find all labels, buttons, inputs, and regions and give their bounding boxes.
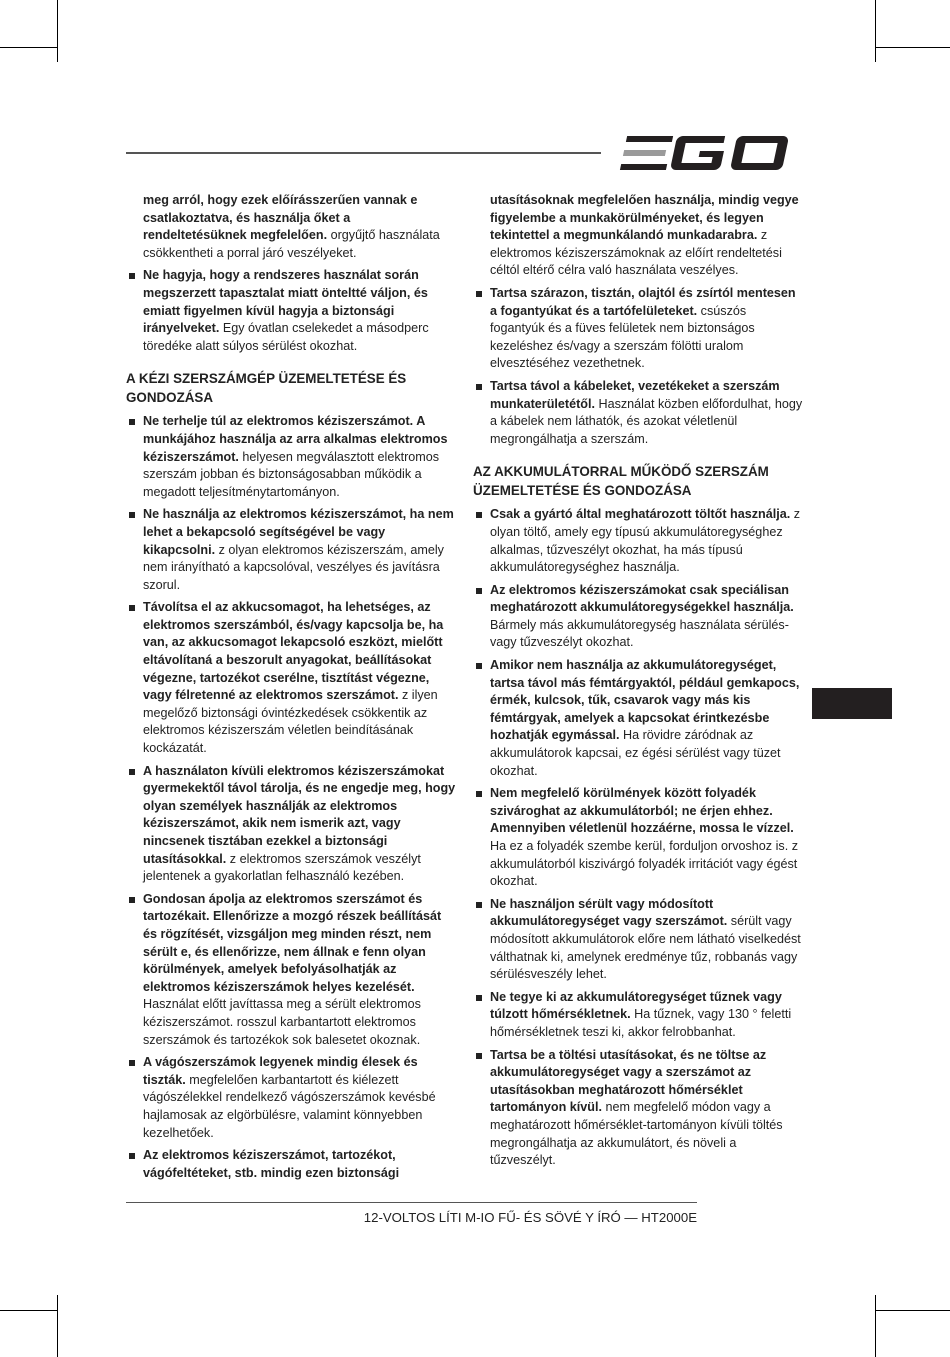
list-item: Nem megfelelő körülmények között folyadék szivároghat az akkumulátorból; ne érjen ehhez. Amennyiben véletlenül hozzáérne, mossa le vízzel. Ha ez a folyadék szembe kerül, forduljon orvoshoz is. z akkumulátorból kiszivárgó folyadék irritációt vagy égést okozhat.	[473, 785, 803, 891]
section-heading: AZ AKKUMULÁTORRAL MŰKÖDŐ SZERSZÁM ÜZEMELTETÉSE ÉS GONDOZÁSA	[473, 464, 769, 499]
list-item: A használaton kívüli elektromos kéziszerszámokat gyermekektől távol tárolja, és ne engedje meg, hogy olyan személyek használják az elektromos kéziszerszámot, akik nem ismerik azt, vagy nincsenek tisztában ezekkel a biztonsági utasításokkal. z elektromos szerszámok veszélyt jelentenek a gyakorlatlan felhasználó kezében.	[126, 763, 456, 886]
page-footer: 12-VOLTOS LÍTI M-IO FŰ- ÉS SÖVÉ Y ÍRÓ — HT2000E	[363, 1210, 697, 1225]
crop-mark	[875, 47, 950, 48]
bullet-icon	[476, 384, 482, 390]
list-item: Ne terhelje túl az elektromos kéziszerszámot. A munkájához használja az arra alkalmas elektromos kéziszerszámot. helyesen megválasztott elektromos szerszám jobban és biztonságosabban működik a megadott teljesítménytartományon.	[126, 413, 456, 501]
footer-rule	[126, 1202, 697, 1203]
crop-mark	[57, 0, 58, 62]
bullet-icon	[476, 902, 482, 908]
bullet-icon	[476, 512, 482, 518]
list-item: Az elektromos kéziszerszámot, tartozékot, vágófeltéteket, stb. mindig ezen biztonsági	[126, 1147, 456, 1182]
continuation-paragraph: meg arról, hogy ezek előírásszerűen vannak e csatlakoztatva, és használja őket a rendeltetésüknek megfelelően. orgyűjtő használata csökkentheti a porral járó veszélyeket.	[143, 193, 440, 260]
bullet-icon	[129, 273, 135, 279]
crop-mark	[0, 47, 58, 48]
list-item: Az elektromos kéziszerszámokat csak speciálisan meghatározott akkumulátoregységekkel használja. Bármely más akkumulátoregység használata sérülés- vagy tűzveszélyt okozhat.	[473, 582, 803, 652]
crop-mark	[875, 0, 876, 62]
list-item: Tartsa be a töltési utasításokat, és ne töltse az akkumulátoregységet vagy a szerszámot az utasításokban meghatározott hőmérséklet tartományon kívül. nem megfelelő módon vagy a meghatározott hőmérséklet-tartományon kívüli töltés megrongálhatja az akkumulátort, és növeli a tűzveszélyt.	[473, 1047, 803, 1170]
crop-mark	[0, 1310, 58, 1311]
list-item: A vágószerszámok legyenek mindig élesek és tiszták. megfelelően karbantartott és kiélezett vágószélekkel rendelkező vágószerszámok kevésbé hajlamosak az elgörbülésre, valamint könnyebben kezelhetőek.	[126, 1054, 456, 1142]
left-column	[126, 192, 456, 1187]
list-item: Ne használja az elektromos kéziszerszámot, ha nem lehet a bekapcsoló segítségével be vagy kikapcsolni. z olyan elektromos kéziszerszám, amely nem irányítható a kapcsolóval, veszélyes és javításra szorul.	[126, 506, 456, 594]
list-item: Távolítsa el az akkucsomagot, ha lehetséges, az elektromos szerszámból, és/vagy kapcsolja be, ha van, az akkucsomagot lekapcsoló eszközt, mielőtt eltávolítaná a beszorult anyagokat, beállításokat végezne, tartozékot cserélne, tisztítást végezne, vagy félretenné az elektromos szerszámot. z ilyen megelőző biztonsági óvintézkedések csökkentik az elektromos kéziszerszám véletlen beindításának kockázatát.	[126, 599, 456, 757]
bullet-icon	[476, 791, 482, 797]
bullet-icon	[476, 1053, 482, 1059]
header-rule	[126, 152, 601, 154]
bullet-icon	[129, 769, 135, 775]
bullet-icon	[129, 605, 135, 611]
list-item: Ne hagyja, hogy a rendszeres használat során megszerzett tapasztalat miatt önteltté váljon, és emiatt figyelmen kívül hagyja a biztonsági irányelveket. Egy óvatlan cselekedet a másodperc töredéke alatt súlyos sérülést okozhat.	[126, 267, 456, 355]
right-column	[473, 192, 803, 1175]
bullet-icon	[129, 1153, 135, 1159]
bullet-icon	[476, 588, 482, 594]
list-item: Amikor nem használja az akkumulátoregységet, tartsa távol más fémtárgyaktól, például gemkapocs, érmék, kulcsok, tűk, csavarok vagy más kis fémtárgyak, amelyek a kapcsokat érintkezésbe hozhatják egymással. Ha rövidre záródnak az akkumulátorok kapcsai, ez égési sérülést vagy tüzet okozhat.	[473, 657, 803, 780]
list-item: Tartsa távol a kábeleket, vezetékeket a szerszám munkaterületétől. Használat közben előfordulhat, hogy a kábelek nem láthatók, és azokat véletlenül megrongálhatja a szerszám.	[473, 378, 803, 448]
bullet-icon	[476, 663, 482, 669]
bullet-icon	[476, 291, 482, 297]
continuation-paragraph: utasításoknak megfelelően használja, mindig vegye figyelembe a munkakörülményeket, és legyen tekintettel a megmunkálandó munkadarabra. z elektromos kéziszerszámoknak az előírt rendeltetési céltól eltérő célra való használata veszélyes.	[490, 193, 799, 278]
list-item: Ne tegye ki az akkumulátoregységet tűznek vagy túlzott hőmérsékletnek. Ha tűznek, vagy 130 ° feletti hőmérsékletnek teszi ki, akkor felrobbanhat.	[473, 989, 803, 1042]
list-item: Tartsa szárazon, tisztán, olajtól és zsírtól mentesen a fogantyúkat és a tartófelületeket. csúszós fogantyúk és a füves felületek nem biztonságos kezeléshez és/vagy a szerszám fölötti uralom elvesztéséhez vezethetnek.	[473, 285, 803, 373]
crop-mark	[57, 1295, 58, 1357]
ego-logo	[618, 132, 800, 179]
crop-mark	[875, 1295, 876, 1357]
section-heading: A KÉZI SZERSZÁMGÉP ÜZEMELTETÉSE ÉS GONDOZÁSA	[126, 371, 407, 406]
list-item: Csak a gyártó által meghatározott töltőt használja. z olyan töltő, amely egy típusú akkumulátoregységhez alkalmas, tűzveszélyt okozhat, ha más típusú akkumulátoregységhez használja.	[473, 506, 803, 576]
crop-mark	[875, 1310, 950, 1311]
list-item: Ne használjon sérült vagy módosított akkumulátoregységet vagy szerszámot. sérült vagy módosított akkumulátorok előre nem látható viselkedést válthatnak ki, amelynek eredménye tűz, robbanás vagy sérülésveszély lehet.	[473, 896, 803, 984]
section-tab	[812, 688, 892, 719]
bullet-icon	[129, 512, 135, 518]
list-item: Gondosan ápolja az elektromos szerszámot és tartozékait. Ellenőrizze a mozgó részek beállítását és rögzítését, vizsgáljon meg minden részt, nem sérült e, és ellenőrizze, nem állnak e fenn olyan körülmények, amelyek befolyásolhatják az elektromos kéziszerszámok helyes kezelését. Használat előtt javíttassa meg a sérült elektromos kéziszerszámot. rosszul karbantartott elektromos szerszámok és tartozékok sok balesetet okoznak.	[126, 891, 456, 1049]
bullet-icon	[129, 419, 135, 425]
bullet-icon	[129, 1060, 135, 1066]
bullet-icon	[476, 995, 482, 1001]
bullet-icon	[129, 897, 135, 903]
